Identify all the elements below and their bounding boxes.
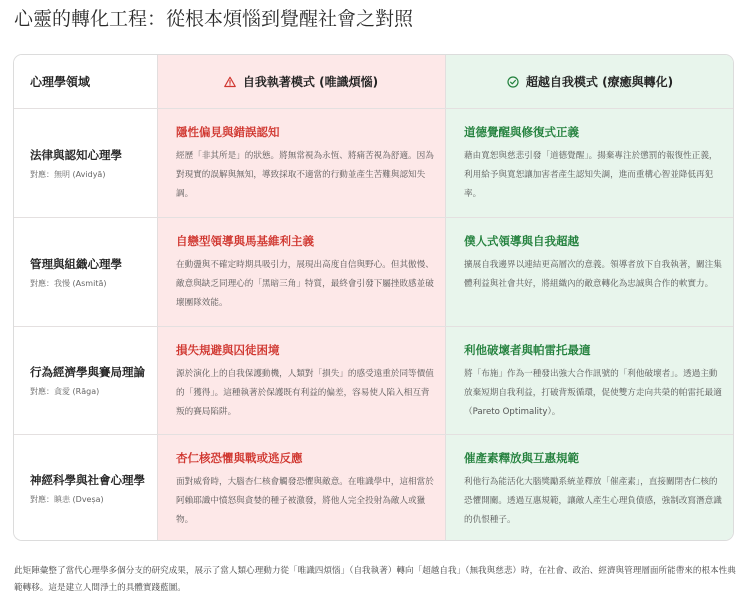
table-row [14,109,733,217]
field-name: 行為經濟學與賽局理論 [30,365,145,379]
ego-title: 隱性偏見與錯誤認知 [176,125,280,139]
ego-description: 在動盪與不確定時期具吸引力，展現出高度自信與野心。但其傲慢、敵意與缺乏同理心的「黑暗三角」特質，最終會引發下屬挫敗感並破壞團隊效能。 [176,260,434,308]
transcend-cell [464,124,726,204]
transcend-title: 催產素釋放與互惠規範 [464,451,579,465]
ego-cell [176,342,434,422]
transcend-cell [464,450,726,530]
field-cell [30,218,148,326]
klesa-label: 對應：貪愛 (Rāga) [30,387,100,396]
table-row [14,327,733,434]
transcend-description: 將「布施」作為一種發出強大合作訊號的「利他破壞者」。透過主動放棄短期自我利益，打破背叛循環，促使雙方走向共榮的帕雷托最適（Pareto Optimality）。 [464,369,722,417]
comparison-table [13,54,734,541]
field-name: 法律與認知心理學 [30,147,122,162]
check-circle-icon [507,76,519,88]
ego-description: 經歷「非其所是」的狀態。將無常視為永恆、將痛苦視為舒適。因為對現實的誤解與無知，導致採取不適當的行動並產生苦難與認知失調。 [176,151,434,199]
field-cell [30,109,148,217]
header-transcend-mode [445,55,734,108]
header-field: 心理學領域 [30,75,91,89]
warning-triangle-icon [224,76,236,88]
footnote: 此矩陣彙整了當代心理學多個分支的研究成果，展示了當人類心理動力從「唯識四煩惱」（自我執著）轉向「超越自我」（無我與慈悲）時，在社會、政治、經濟與管理層面所能帶來的根本性典範轉移。這是建立人間淨土的具體實踐藍圖。 [14,566,736,593]
transcend-title: 僕人式領導與自我超越 [464,234,579,248]
transcend-title: 道德覺醒與修復式正義 [464,125,579,139]
field-name: 管理與組織心理學 [30,256,122,271]
transcend-description: 藉由寬恕與慈悲引發「道德覺醒」。揚棄專注於懲罰的報復性正義，利用給予與寬恕讓加害者產生認知失調，進而重構心智並降低再犯率。 [464,151,718,199]
ego-cell [176,450,434,530]
ego-description: 面對威脅時，大腦杏仁核會觸發恐懼與敵意。在唯識學中，這相當於阿賴耶識中憤怒與貪婪的種子被激發，將他人完全投射為敵人或獵物。 [176,477,434,525]
page-title: 心靈的轉化工程：從根本煩惱到覺醒社會之對照 [14,8,414,30]
transcend-title: 利他破壞者與帕雷托最適 [464,343,591,357]
transcend-description: 利他行為能活化大腦獎勵系統並釋放「催產素」，直接關閉杏仁核的恐懼開關。透過互惠規範，讓敵人產生心理負債感，強制改寫潛意識的仇恨種子。 [464,477,722,525]
field-cell [30,327,148,434]
header-ego-label: 自我執著模式 (唯識煩惱) [242,75,379,89]
klesa-label: 對應：無明 (Avidyā) [30,169,106,179]
ego-title: 損失規避與囚徒困境 [176,343,280,357]
transcend-cell [464,342,726,422]
table-row [14,218,733,326]
transcend-description: 擴展自我邊界以連結更高層次的意義。領導者放下自我執著，關注集體利益與社會共好，將組織內的敵意轉化為忠誠與合作的軟實力。 [464,260,722,289]
header-ego-mode [157,55,445,108]
ego-cell [176,124,434,204]
transcend-cell [464,233,726,294]
ego-cell [176,233,434,313]
ego-title: 杏仁核恐懼與戰或逃反應 [176,451,303,465]
table-row [14,435,733,541]
klesa-label: 對應：瞋恚 (Dveṣa) [30,494,104,504]
ego-description: 源於演化上的自我保護動機，人類對「損失」的感受遠重於同等價值的「獲得」。這種執著於保護既有利益的偏差，容易使人陷入相互背叛的賽局陷阱。 [176,369,434,417]
ego-title: 自戀型領導與馬基維利主義 [176,234,314,248]
header-transcend-label: 超越自我模式 (療癒與轉化) [525,75,674,89]
table-header [14,55,733,108]
field-name: 神經科學與社會心理學 [30,472,145,487]
klesa-label: 對應：我慢 (Asmitā) [30,278,107,288]
field-cell [30,435,148,541]
